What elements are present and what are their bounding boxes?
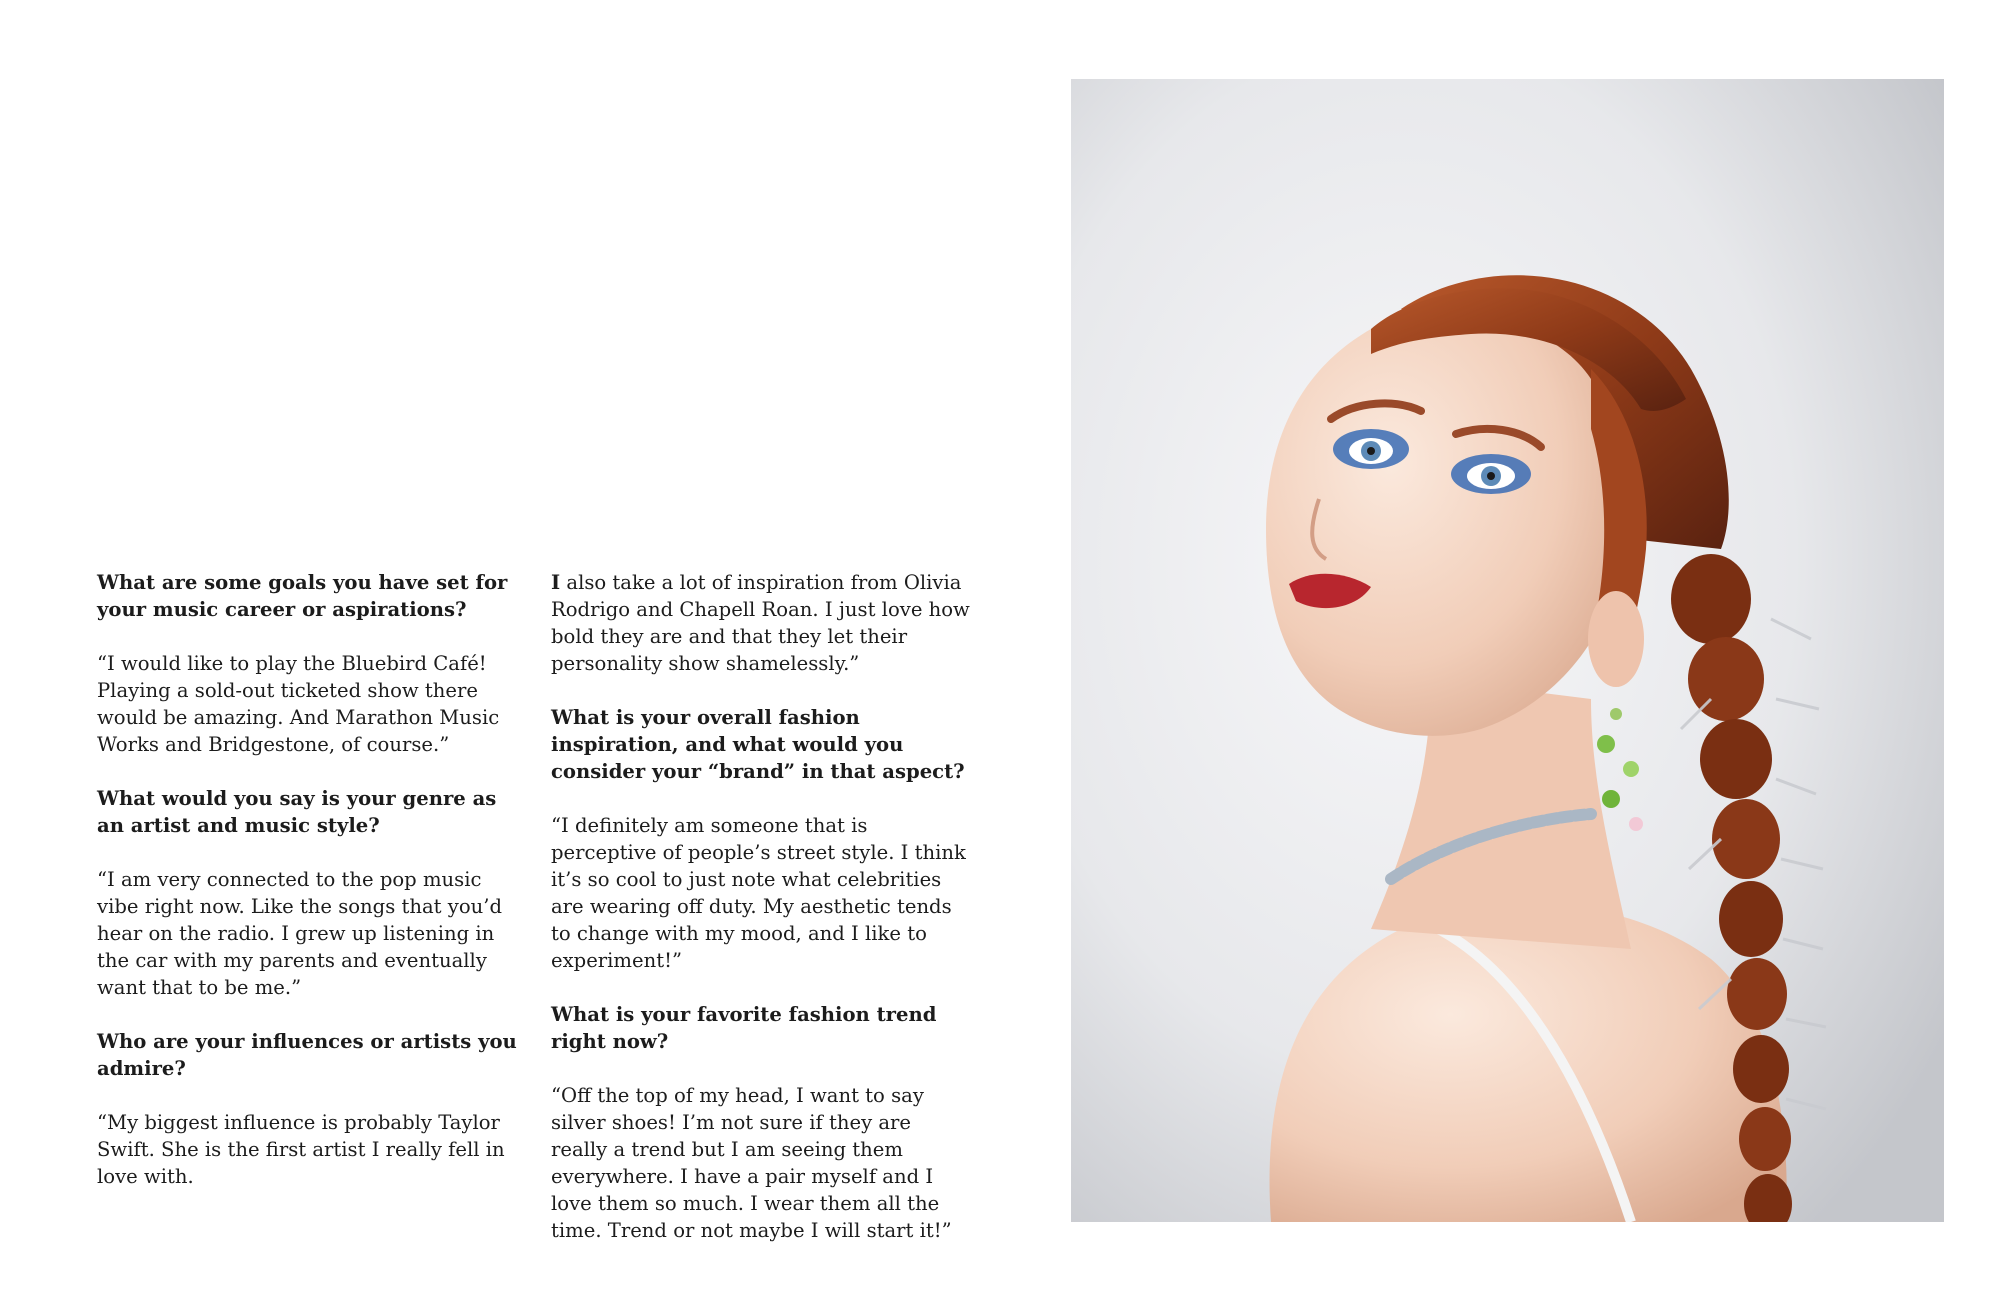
question-genre: What would you say is your genre as an artist and music style? <box>97 787 497 837</box>
answer-fashion-inspiration: “I definitely am someone that is perceptive of people’s street style. I think it’s so cool to just note what celebrities are wearing off duty. My aesthetic tends to change with my mood, and I like to experiment!” <box>551 814 966 972</box>
question-influences: Who are your influences or artists you admire? <box>97 1030 517 1080</box>
answer-favorite-trend: “Off the top of my head, I want to say silver shoes! I’m not sure if they are really a trend but I am seeing them everywhere. I have a pair myself and I love them so much. I wear them all the time. Trend or not maybe I will start it!” <box>551 1084 952 1242</box>
answer-influences-part-2 <box>551 569 971 677</box>
question-fashion-inspiration: What is your overall fashion inspiration, and what would you consider your “brand” in that aspect? <box>551 706 965 783</box>
question-goals: What are some goals you have set for your music career or aspirations? <box>97 571 508 621</box>
right-text-column <box>551 569 971 1271</box>
answer-lead-in: I <box>551 571 561 594</box>
portrait-photo <box>1071 79 1944 1222</box>
answer-genre: “I am very connected to the pop music vibe right now. Like the songs that you’d hear on the radio. I grew up listening in the car with my parents and eventually want that to be me.” <box>97 868 503 999</box>
answer-goals: “I would like to play the Bluebird Café! Playing a sold-out ticketed show there would be amazing. And Marathon Music Works and Bridgestone, of course.” <box>97 652 500 756</box>
answer-influences-continued: also take a lot of inspiration from Olivia Rodrigo and Chapell Roan. I just love how bold they are and that they let their personality show shamelessly.” <box>551 571 970 675</box>
answer-influences-part-1: “My biggest influence is probably Taylor Swift. She is the first artist I really fell in love with. <box>97 1111 505 1188</box>
left-text-column <box>97 569 517 1217</box>
question-favorite-trend: What is your favorite fashion trend right now? <box>551 1003 937 1053</box>
